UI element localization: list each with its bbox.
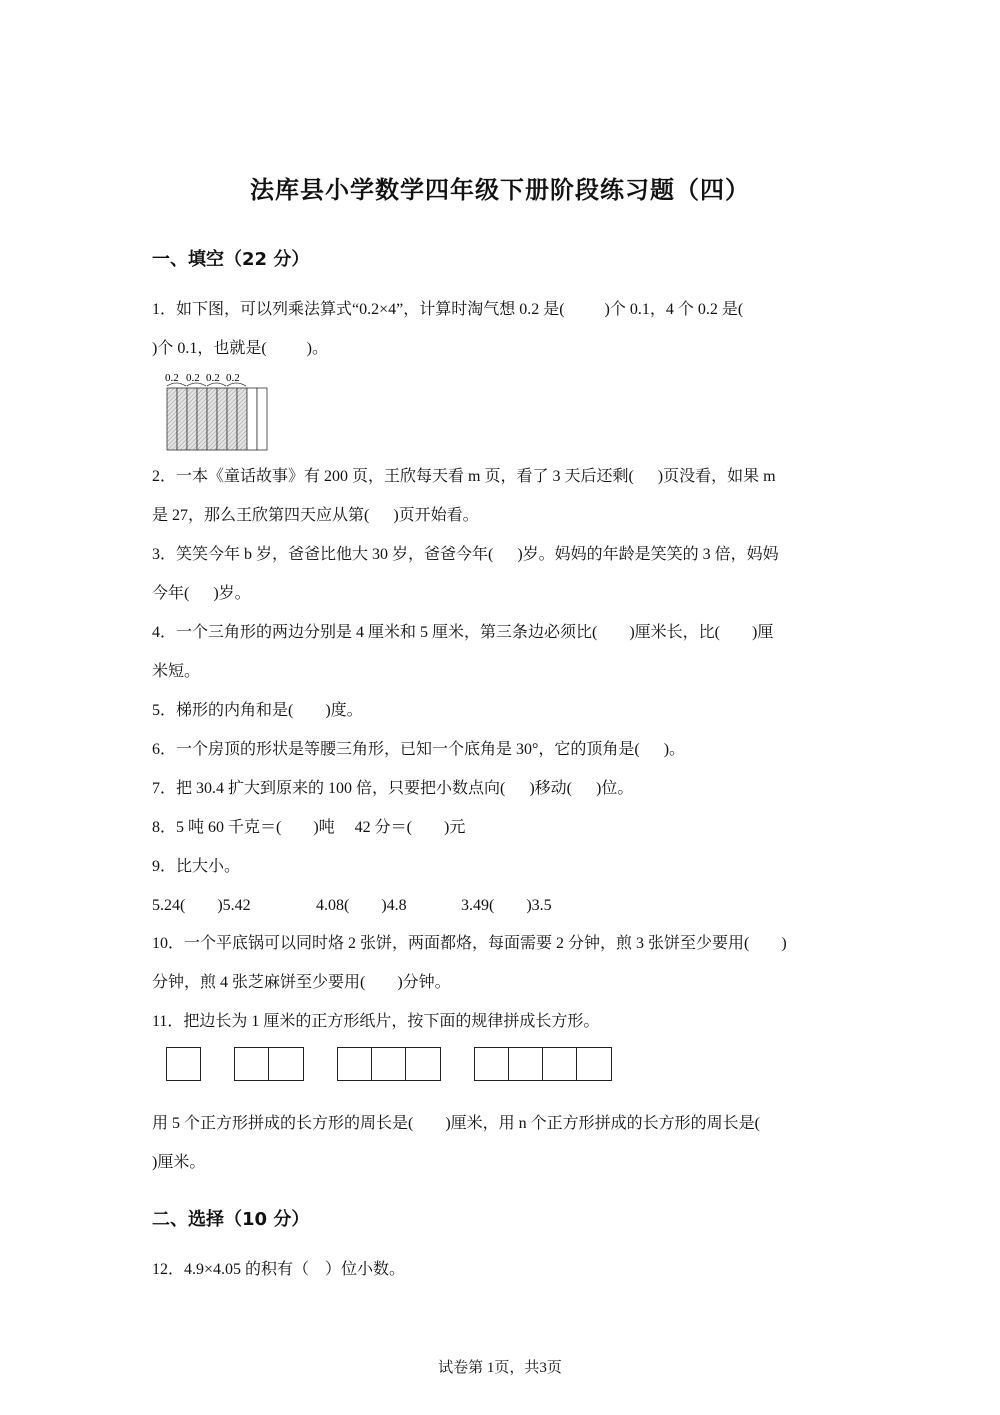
decimal-strip-figure <box>160 368 270 454</box>
shaded-strip <box>177 388 187 450</box>
question-4-line-2: 米短。 <box>152 663 201 680</box>
question-11-line-2: 用 5 个正方形拼成的长方形的周长是( )厘米，用 n 个正方形拼成的长方形的周长是( <box>152 1115 760 1132</box>
shaded-strip <box>167 388 177 450</box>
square-pattern-2 <box>234 1047 304 1081</box>
shaded-strip <box>237 388 247 450</box>
strip-label: 0.2 <box>165 372 179 384</box>
square-pattern-3 <box>337 1047 441 1081</box>
question-9: 9．比大小。 <box>152 858 241 875</box>
page-title: 法库县小学数学四年级下册阶段练习题（四） <box>250 176 750 204</box>
strip-label: 0.2 <box>186 372 200 384</box>
page-footer: 试卷第 1页，共3页 <box>438 1360 562 1376</box>
question-5: 5．梯形的内角和是( )度。 <box>152 702 363 719</box>
question-3-line-2: 今年( )岁。 <box>152 585 251 602</box>
question-4-line-1: 4．一个三角形的两边分别是 4 厘米和 5 厘米，第三条边必须比( )厘米长，比( )厘 <box>152 624 774 641</box>
square-pattern-4 <box>474 1047 612 1081</box>
strip-group <box>167 388 267 450</box>
strip-label: 0.2 <box>226 372 240 384</box>
blank-strip <box>247 388 257 450</box>
compare-item: 5.24( )5.42 <box>152 897 251 914</box>
decimal-strip-svg <box>160 368 270 454</box>
shaded-strip <box>187 388 197 450</box>
shaded-strip <box>197 388 207 450</box>
shaded-strip <box>227 388 237 450</box>
question-10-line-2: 分钟，煎 4 张芝麻饼至少要用( )分钟。 <box>152 974 451 991</box>
question-11-line-1: 11．把边长为 1 厘米的正方形纸片，按下面的规律拼成长方形。 <box>152 1013 600 1030</box>
strip-label: 0.2 <box>206 372 220 384</box>
question-1-line-1: 1．如下图，可以列乘法算式“0.2×4”，计算时淘气想 0.2 是( )个 0.1，4 个 0.2 是( <box>152 301 744 318</box>
square-pattern-1 <box>166 1047 201 1081</box>
question-7: 7．把 30.4 扩大到原来的 100 倍，只要把小数点向( )移动( )位。 <box>152 780 634 797</box>
blank-strip <box>257 388 267 450</box>
question-1-line-2: )个 0.1，也就是( )。 <box>152 340 328 357</box>
compare-item: 3.49( )3.5 <box>461 897 552 914</box>
section-heading-choice: 二、选择（10 分） <box>152 1209 310 1230</box>
question-3-line-1: 3．笑笑今年 b 岁，爸爸比他大 30 岁，爸爸今年( )岁。妈妈的年龄是笑笑的 3 倍，妈妈 <box>152 546 779 563</box>
question-10-line-1: 10．一个平底锅可以同时烙 2 张饼，两面都烙，每面需要 2 分钟，煎 3 张饼至少要用( ) <box>152 935 787 952</box>
compare-item: 4.08( )4.8 <box>316 897 407 914</box>
question-11-line-3: )厘米。 <box>152 1154 206 1171</box>
shaded-strip <box>217 388 227 450</box>
question-12: 12．4.9×4.05 的积有（ ）位小数。 <box>152 1261 406 1278</box>
shaded-strip <box>207 388 217 450</box>
question-8: 8．5 吨 60 千克＝( )吨 42 分＝( )元 <box>152 819 466 836</box>
section-heading-fill-blank: 一、填空（22 分） <box>152 249 310 270</box>
question-2-line-2: 是 27，那么王欣第四天应从第( )页开始看。 <box>152 507 479 524</box>
question-6: 6．一个房顶的形状是等腰三角形，已知一个底角是 30°，它的顶角是( )。 <box>152 741 686 758</box>
question-2-line-1: 2．一本《童话故事》有 200 页，王欣每天看 m 页，看了 3 天后还剩( )页没看，如果 m <box>152 468 776 485</box>
